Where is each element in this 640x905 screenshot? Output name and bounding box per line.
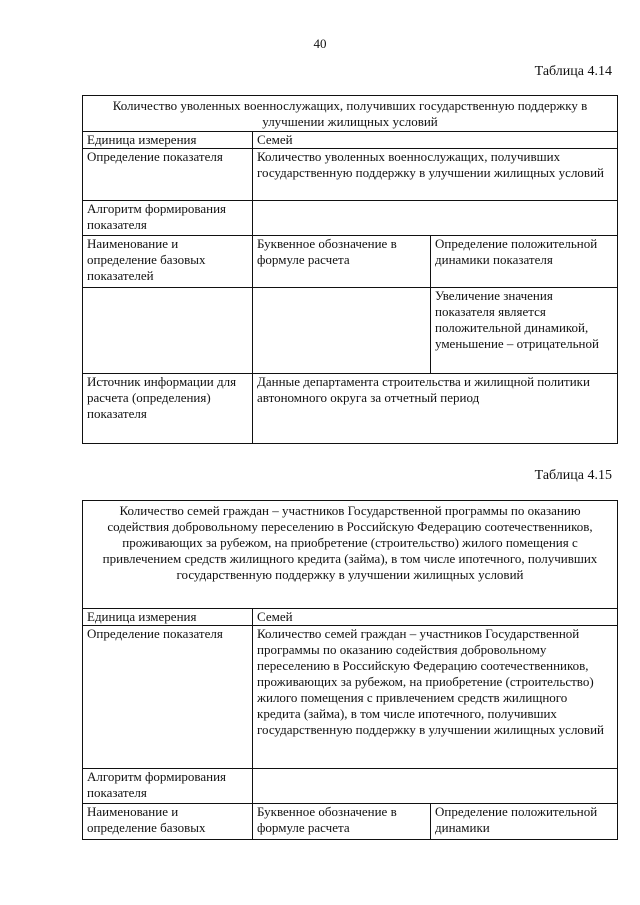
algorithm-value: [253, 769, 618, 804]
source-label: Источник информации для расчета (определения) показателя: [83, 374, 253, 444]
unit-label: Единица измерения: [83, 609, 253, 626]
empty-cell: [253, 288, 431, 374]
source-value: Данные департамента строительства и жилищной политики автономного округа за отчетный период: [253, 374, 618, 444]
algorithm-value: [253, 201, 618, 236]
base-indicators-label: Наименование и определение базовых: [83, 804, 253, 840]
page-number: 40: [313, 36, 327, 51]
unit-label: Единица измерения: [83, 132, 253, 149]
dynamics-value: Увеличение значения показателя является положительной динамикой, уменьшение – отрицательной: [431, 288, 618, 374]
positive-dynamics-header: Определение положительной динамики: [431, 804, 618, 840]
definition-label: Определение показателя: [83, 626, 253, 769]
letter-designation-header: Буквенное обозначение в формуле расчета: [253, 236, 431, 288]
table-4-15-caption: Таблица 4.15: [534, 468, 612, 483]
definition-label: Определение показателя: [83, 149, 253, 201]
base-indicators-label: Наименование и определение базовых показателей: [83, 236, 253, 288]
table-4-14-caption: Таблица 4.14: [534, 64, 612, 79]
table-4-14: [82, 95, 618, 444]
unit-value: Семей: [253, 609, 618, 626]
definition-value: Количество уволенных военнослужащих, получивших государственную поддержку в улучшении жилищных условий: [253, 149, 618, 201]
definition-value: Количество семей граждан – участников Государственной программы по оказанию содействия добровольному переселению в Российскую Федерацию соотечественников, проживающих за рубежом, на приобретение (строительство) жилого помещения с привлечением средств жилищного кредита (займа), в том числе ипотечного, получивших государственную поддержку в улучшении жилищных условий: [253, 626, 618, 769]
letter-designation-header: Буквенное обозначение в формуле расчета: [253, 804, 431, 840]
table-title: Количество семей граждан – участников Государственной программы по оказанию содействия добровольному переселению в Российскую Федерацию соотечественников, проживающих за рубежом, на приобретение (строительство) жилого помещения с привлечением средств жилищного кредита (займа), в том числе ипотечного, получивших государственную поддержку в улучшении жилищных условий: [83, 501, 618, 609]
positive-dynamics-header: Определение положительной динамики показателя: [431, 236, 618, 288]
unit-value: Семей: [253, 132, 618, 149]
table-4-15: [82, 500, 618, 840]
table-title: Количество уволенных военнослужащих, получивших государственную поддержку в улучшении жилищных условий: [83, 96, 618, 132]
algorithm-label: Алгоритм формирования показателя: [83, 201, 253, 236]
algorithm-label: Алгоритм формирования показателя: [83, 769, 253, 804]
empty-cell: [83, 288, 253, 374]
